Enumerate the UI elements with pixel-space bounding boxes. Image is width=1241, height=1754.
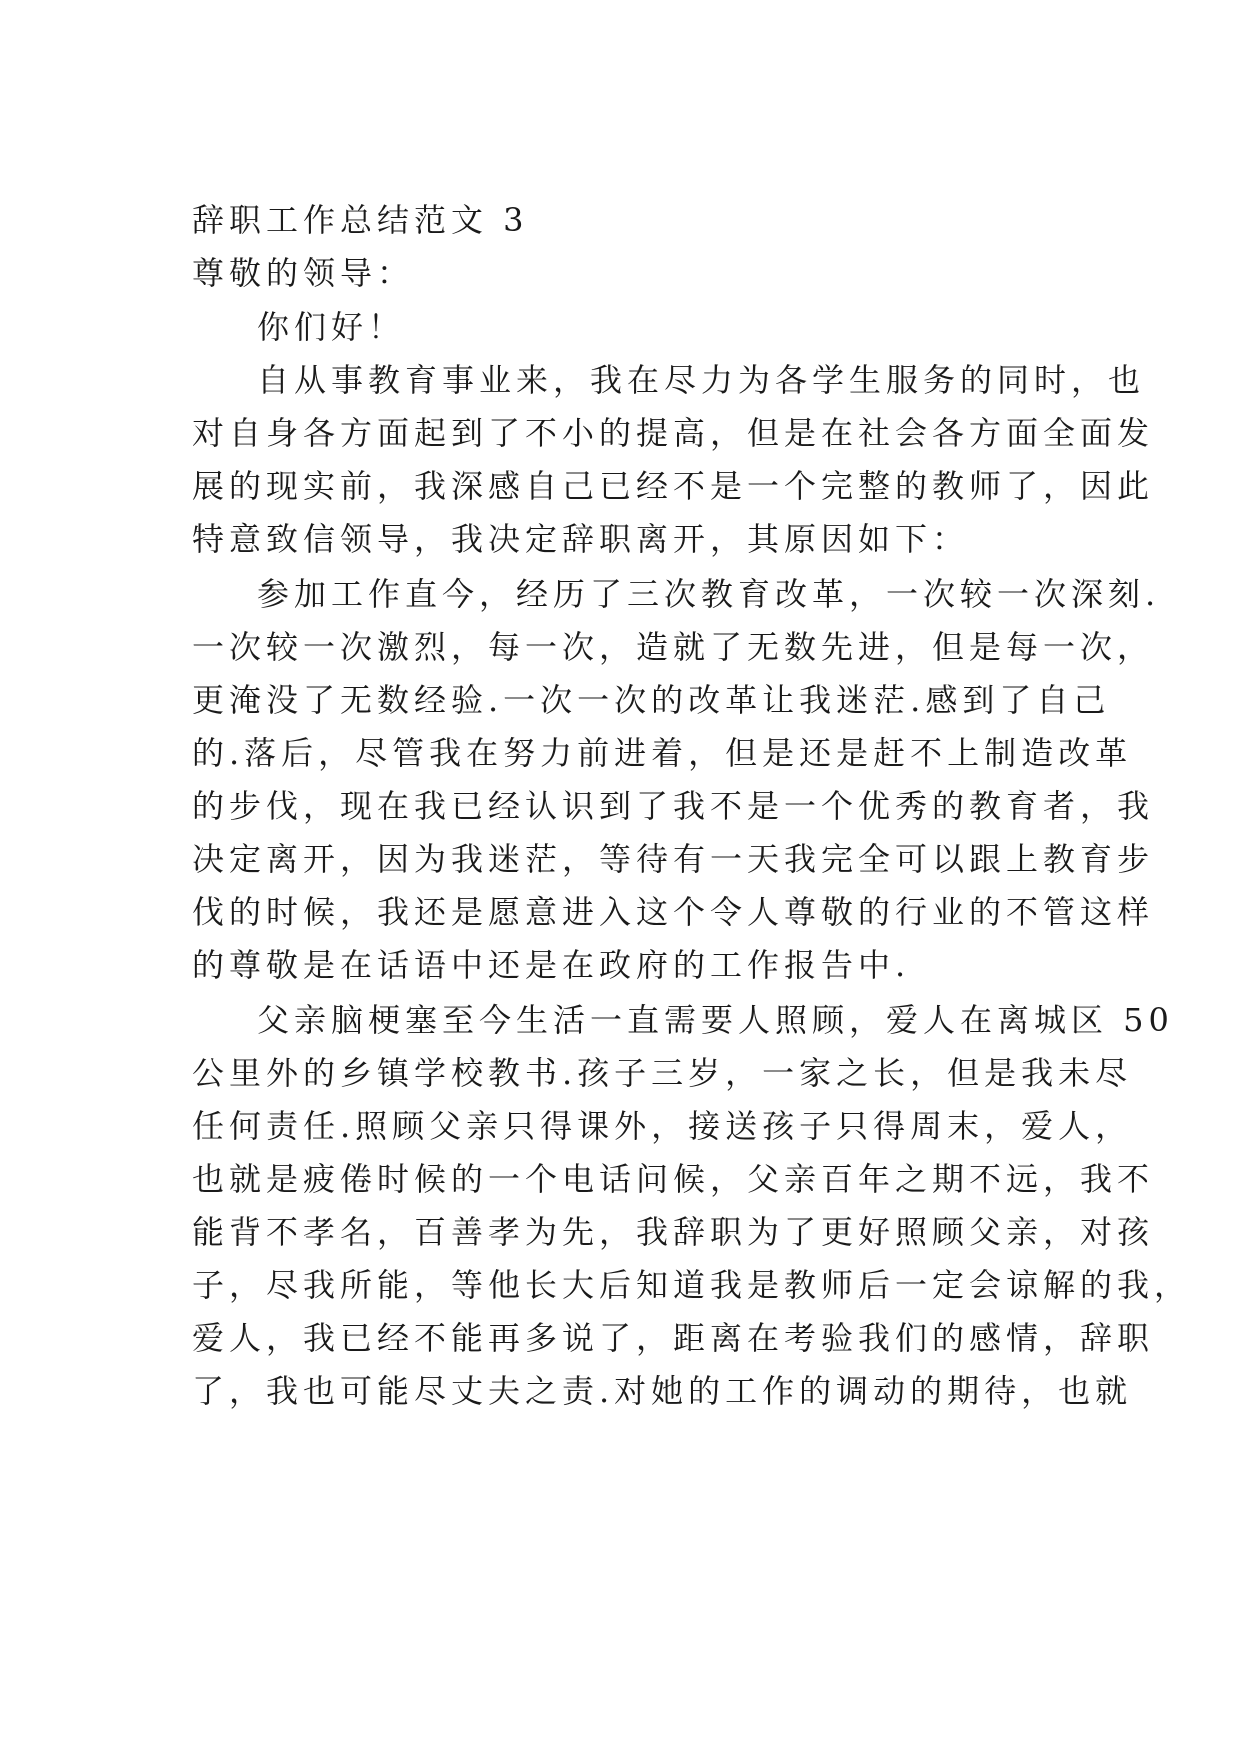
paragraph-line: 爱人，我已经不能再多说了，距离在考验我们的感情，辞职 [192,1319,1155,1357]
paragraph-line: 决定离开，因为我迷茫，等待有一天我完全可以跟上教育步 [192,840,1155,878]
paragraph-line: 了，我也可能尽丈夫之责.对她的工作的调动的期待，也就 [192,1372,1133,1410]
paragraph-line: 能背不孝名，百善孝为先，我辞职为了更好照顾父亲，对孩 [192,1213,1155,1251]
paragraph-line: 的步伐，现在我已经认识到了我不是一个优秀的教育者，我 [192,787,1155,825]
paragraph-line: 一次较一次激烈，每一次，造就了无数先进，但是每一次， [192,628,1155,666]
salutation: 尊敬的领导： [192,254,415,292]
paragraph-line: 父亲脑梗塞至今生活一直需要人照顾，爱人在离城区 50 [257,1001,1174,1039]
paragraph-line: 对自身各方面起到了不小的提高，但是在社会各方面全面发 [192,414,1155,452]
greeting: 你们好！ [257,308,406,346]
paragraph-line: 更淹没了无数经验.一次一次的改革让我迷茫.感到了自己 [192,681,1111,719]
paragraph-line: 特意致信领导，我决定辞职离开，其原因如下： [192,520,970,558]
paragraph-line: 参加工作直今，经历了三次教育改革，一次较一次深刻. [257,575,1161,613]
paragraph-line: 公里外的乡镇学校教书.孩子三岁，一家之长，但是我未尽 [192,1054,1133,1092]
paragraph-line: 也就是疲倦时候的一个电话问候，父亲百年之期不远，我不 [192,1160,1155,1198]
paragraph-line: 展的现实前，我深感自己已经不是一个完整的教师了，因此 [192,467,1155,505]
paragraph-line: 子，尽我所能，等他长大后知道我是教师后一定会谅解的我， [192,1266,1192,1304]
paragraph-line: 的尊敬是在话语中还是在政府的工作报告中. [192,946,911,984]
paragraph-line: 的.落后，尽管我在努力前进着，但是还是赶不上制造改革 [192,734,1133,772]
paragraph-line: 自从事教育事业来，我在尽力为各学生服务的同时，也 [257,361,1146,399]
paragraph-line: 任何责任.照顾父亲只得课外，接送孩子只得周末，爱人， [192,1107,1133,1145]
document-title: 辞职工作总结范文 3 [192,201,529,239]
paragraph-line: 伐的时候，我还是愿意进入这个令人尊敬的行业的不管这样 [192,893,1155,931]
